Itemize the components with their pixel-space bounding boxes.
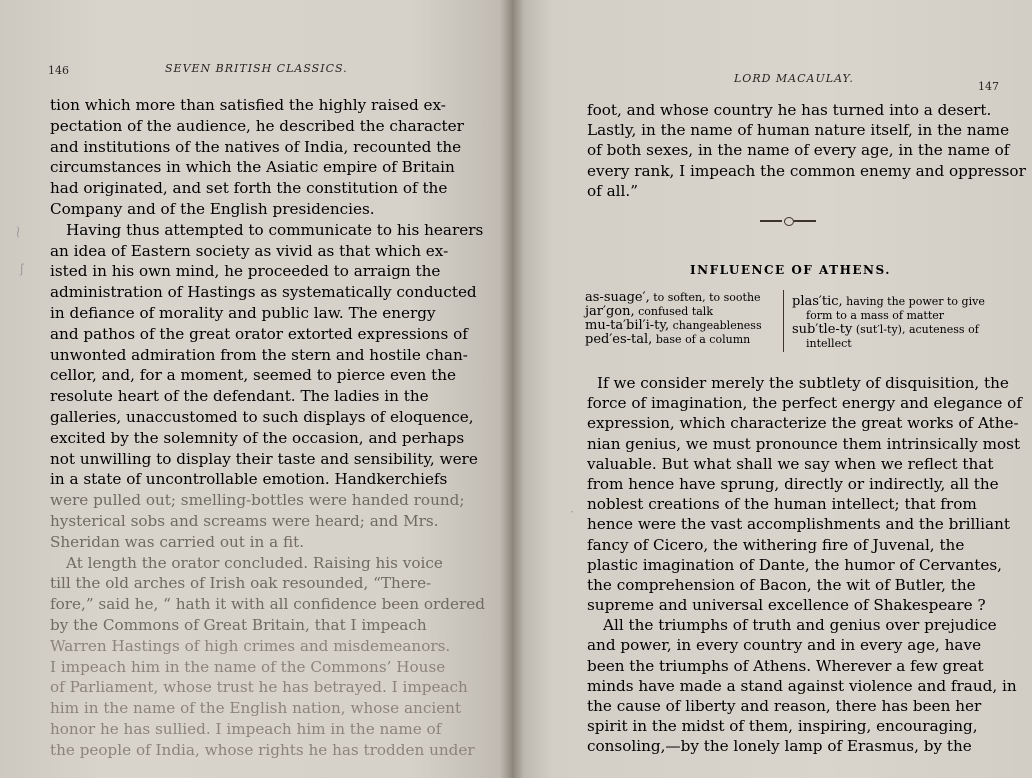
pencil-mark: ʃ (20, 262, 25, 276)
text-line: till the old arches of Irish oak resounded, “There- (50, 574, 432, 593)
text-line: Sheridan was carried out in a fit. (50, 532, 305, 551)
text-line: minds have made a stand against violence and fraud, in (587, 676, 1017, 695)
text-line: an idea of Eastern society as vivid as that which ex- (50, 241, 449, 260)
text-line: tion which more than satisfied the highly raised ex- (50, 96, 446, 114)
text-line: force of imagination, the perfect energy and elegance of (587, 394, 1022, 413)
right-page-body-text (587, 373, 1022, 757)
text-line: had originated, and set forth the constitution of the (50, 179, 448, 198)
vocabulary-right (792, 295, 985, 351)
vocab-word: mu-ta′bil′i-ty, (585, 318, 670, 333)
text-line: valuable. But what shall we say when we reflect that (587, 454, 994, 473)
text-line: circumstances in which the Asiatic empire of Britain (50, 158, 455, 177)
text-line: isted in his own mind, he proceeded to arraign the (50, 262, 441, 281)
vocab-definition: (sut′l-ty), acuteness of (855, 323, 979, 336)
vocab-entry (792, 295, 985, 309)
vocab-definition: changeableness (672, 319, 762, 332)
text-line: expression, which characterize the great works of Athe- (587, 414, 1019, 433)
pencil-mark: ⁓ (11, 226, 25, 238)
text-line: If we consider merely the subtlety of disquisition, the (597, 374, 1009, 392)
text-line: the comprehension of Bacon, the wit of Butler, the (587, 575, 976, 594)
text-line: been the triumphs of Athens. Wherever a few great (587, 656, 984, 675)
section-divider-ornament (760, 216, 816, 226)
left-running-head: SEVEN BRITISH CLASSICS. (165, 62, 348, 75)
vocab-definition: having the power to give (846, 295, 985, 308)
text-line: Lastly, in the name of human nature itself, in the name (587, 121, 1010, 140)
text-line: Warren Hastings of high crimes and misdemeanors. (50, 636, 451, 655)
section-heading: INFLUENCE OF ATHENS. (690, 263, 891, 277)
text-line: of both sexes, in the name of every age, in the name of (587, 141, 1010, 160)
text-line: Company and of the English presidencies. (50, 199, 375, 218)
text-line: At length the orator concluded. Raising his voice (66, 553, 443, 572)
text-line: him in the name of the English nation, whose ancient (50, 699, 462, 718)
text-line: consoling,—by the lonely lamp of Erasmus, by the (587, 737, 972, 756)
vocab-definition: form to a mass of matter (806, 309, 945, 322)
vocab-entry (585, 319, 762, 333)
text-line: and pathos of the great orator extorted expressions of (50, 324, 468, 343)
text-line: the people of India, whose rights he has trodden under (50, 740, 475, 759)
vocab-definition: intellect (806, 337, 852, 350)
text-line: not unwilling to display their taste and sensibility, were (50, 449, 478, 468)
text-line: supreme and universal excellence of Shakespeare ? (587, 596, 986, 615)
text-line: of all.” (587, 181, 638, 200)
text-line: cellor, and, for a moment, seemed to pierce even the (50, 366, 456, 385)
text-line: from hence have sprung, directly or indirectly, all the (587, 474, 999, 493)
vocab-entry (585, 333, 762, 347)
text-line: pectation of the audience, he described the character (50, 116, 464, 135)
text-line: noblest creations of the human intellect; that from (587, 495, 977, 514)
text-line: unwonted admiration from the stern and hostile chan- (50, 345, 468, 364)
text-line: the cause of liberty and reason, there has been her (587, 697, 982, 715)
left-page-number: 146 (48, 64, 69, 77)
vocab-word: jar′gon, (585, 304, 635, 319)
vocab-entry (792, 323, 985, 337)
text-line: hysterical sobs and screams were heard; and Mrs. (50, 511, 439, 530)
text-line: plastic imagination of Dante, the humor of Cervantes, (587, 555, 1003, 574)
text-line: resolute heart of the defendant. The ladies in the (50, 387, 429, 406)
text-line: honor he has sullied. I impeach him in the name of (50, 719, 442, 738)
text-line: and power, in every country and in every age, have (587, 636, 982, 655)
text-line: and institutions of the natives of India, recounted the (50, 137, 462, 156)
vocab-definition: base of a column (655, 333, 751, 346)
text-line: every rank, I impeach the common enemy and oppressor (587, 161, 1026, 180)
text-line: fore,” said he, “ hath it with all confidence been ordered (50, 595, 485, 614)
vocab-entry (792, 337, 985, 351)
vocab-definition: to soften, to soothe (653, 291, 761, 304)
text-line: fancy of Cicero, the withering fire of Juvenal, the (587, 535, 965, 554)
right-page-top-text (587, 100, 1026, 201)
book-gutter (500, 0, 524, 778)
text-line: nian genius, we must pronounce them intrinsically most (587, 434, 1021, 453)
pencil-mark: · (570, 505, 574, 519)
vocab-entry (792, 309, 985, 323)
right-page-number: 147 (978, 80, 999, 93)
vocab-entry (585, 291, 762, 305)
left-page-text (50, 95, 485, 761)
right-running-head: LORD MACAULAY. (734, 72, 854, 85)
text-line: spirit in the midst of them, inspiring, encouraging, (587, 717, 978, 736)
text-line: excited by the solemnity of the occasion, and perhaps (50, 428, 465, 447)
text-line: of Parliament, whose trust he has betrayed. I impeach (50, 678, 468, 697)
vocab-word: ped′es-tal, (585, 332, 653, 347)
text-line: were pulled out; smelling-bottles were handed round; (50, 491, 465, 510)
text-line: All the triumphs of truth and genius over prejudice (603, 616, 997, 635)
text-line: hence were the vast accomplishments and the brilliant (587, 515, 1010, 534)
text-line: foot, and whose country he has turned into a desert. (587, 101, 992, 119)
vocab-definition: confused talk (638, 305, 713, 318)
vocab-word: as-suage′, (585, 290, 650, 305)
text-line: by the Commons of Great Britain, that I impeach (50, 615, 427, 634)
text-line: administration of Hastings as systematically conducted (50, 283, 477, 302)
vocab-word: sub′tle-ty (792, 322, 853, 337)
vocab-entry (585, 305, 762, 319)
text-line: galleries, unaccustomed to such displays of eloquence, (50, 407, 474, 426)
text-line: in defiance of morality and public law. The energy (50, 303, 436, 322)
vocab-word: plas′tic, (792, 294, 843, 309)
vocabulary-left (585, 291, 762, 347)
text-line: in a state of uncontrollable emotion. Handkerchiefs (50, 470, 448, 489)
text-line: I impeach him in the name of the Commons’ House (50, 657, 446, 676)
vocabulary-divider (783, 290, 784, 352)
text-line: Having thus attempted to communicate to his hearers (66, 220, 484, 239)
